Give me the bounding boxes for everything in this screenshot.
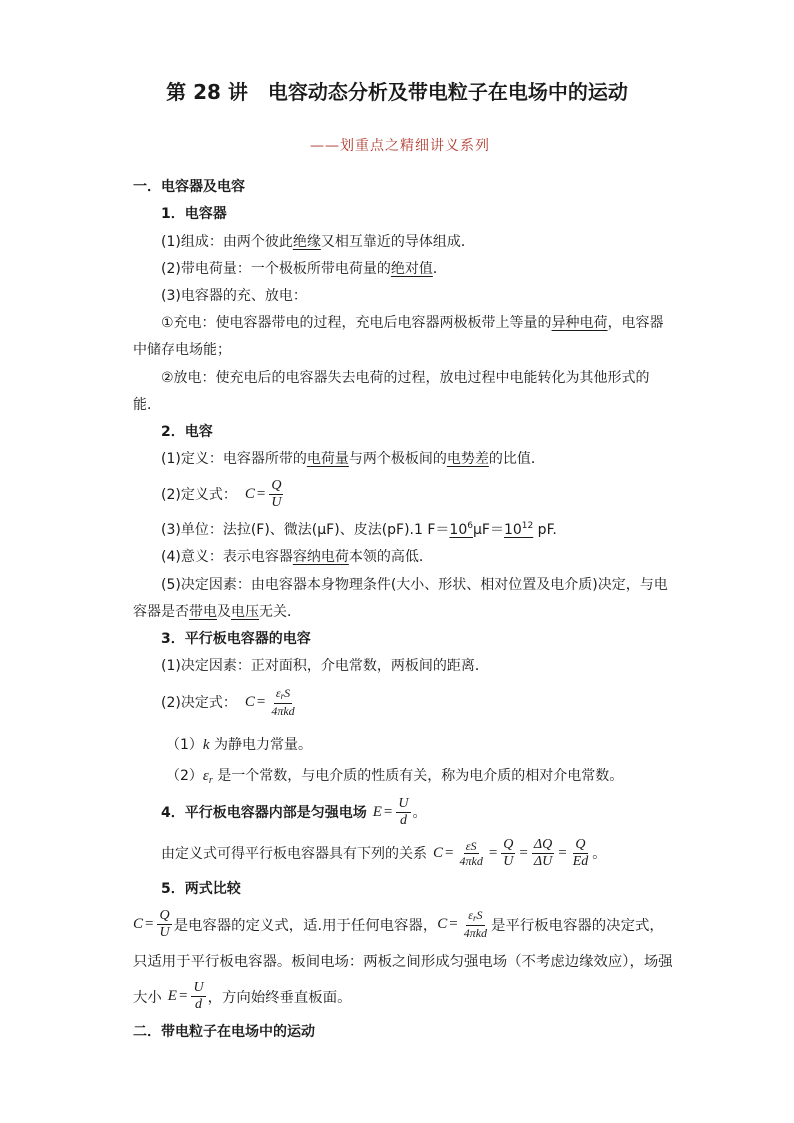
definition-line	[161, 449, 545, 469]
fraction-denominator: U	[271, 494, 282, 510]
comparison-line-3	[133, 980, 351, 1012]
underlined-term: 电势差	[446, 451, 489, 467]
comparison-line-2: 只适用于平行板电容器。板间电场：两板之间形成匀强电场（不考虑边缘效应），场强	[133, 954, 673, 970]
underlined-term: 绝对值	[390, 261, 433, 277]
fraction-numerator: U	[193, 979, 204, 995]
fraction	[157, 909, 171, 940]
text-segment: pF.	[533, 522, 557, 538]
fraction-numerator: U	[398, 795, 409, 811]
page-subtitle: ——划重点之精细讲义系列	[310, 138, 490, 154]
epsilon-symbol: ε	[468, 908, 473, 922]
fraction-numerator: Q	[575, 836, 586, 852]
text-segment: ，电容器	[607, 315, 664, 331]
fraction	[269, 479, 283, 510]
fraction-numerator: εS	[465, 838, 477, 853]
equals-sign: =	[449, 915, 458, 932]
formula-variable: C	[244, 485, 255, 502]
text-segment: 是一个常数，与电介质的性质有关，称为电介质的相对介电常数。	[212, 768, 624, 784]
underlined-power	[449, 522, 473, 538]
text-segment: 与两个极板间的	[348, 451, 447, 467]
equals-sign: =	[383, 803, 393, 820]
fraction	[532, 838, 554, 869]
equals-sign: =	[178, 987, 188, 1004]
parallel-factors-line: (1)决定因素：正对面积，介电常数，两板间的距离．	[161, 658, 489, 674]
equals-sign: =	[256, 485, 266, 502]
definition-formula-line	[161, 479, 285, 509]
fraction-numerator: Q	[503, 836, 514, 852]
relation-line	[161, 836, 606, 870]
area-symbol: S	[476, 908, 483, 922]
power-exponent: 12	[521, 521, 534, 531]
power-exponent: 6	[467, 521, 473, 531]
text-segment: 又相互靠近的导体组成．	[320, 234, 475, 250]
underlined-term: 电荷量	[306, 451, 349, 467]
text-segment: μF＝	[472, 522, 504, 538]
fraction-denominator: d	[195, 996, 202, 1012]
equals-sign: =	[558, 844, 567, 861]
underlined-term: 电压	[231, 604, 259, 620]
fraction-denominator: d	[399, 812, 407, 828]
fraction	[269, 687, 296, 717]
equals-sign: =	[488, 844, 498, 861]
charge-discharge-title: (3)电容器的充、放电：	[161, 288, 307, 304]
equals-sign: =	[145, 915, 154, 932]
formula-variable: C	[433, 844, 444, 861]
subscript: r	[472, 913, 477, 923]
formula-label: (2)定义式：	[161, 487, 237, 503]
formula-variable: E	[167, 987, 177, 1004]
fraction-denominator: U	[503, 853, 514, 869]
formula-variable: k	[202, 737, 210, 753]
text-segment: ，方向始终垂直板面。	[207, 989, 352, 1006]
formula-variable: C	[133, 915, 144, 932]
fraction-numerator: Q	[271, 477, 282, 493]
units-line	[161, 520, 557, 540]
section-heading-capacitor: 一．电容器及电容	[133, 179, 245, 195]
discharging-line: ②放电：使充电后的电容器失去电荷的过程，放电过程中电能转化为其他形式的	[161, 370, 650, 386]
fraction-denominator: ΔU	[533, 853, 553, 869]
text-segment: 。	[592, 846, 607, 862]
text-segment: 是电容器的定义式，适.用于任何电容器，	[173, 917, 438, 934]
underlined-term: 异种电荷	[551, 315, 608, 331]
text-segment: ①充电：使电容器带电的过程，充电后电容器两极板带上等量的	[161, 315, 552, 331]
text-segment: (3)单位：法拉(F)、微法(μF)、皮法(pF).1 F＝	[161, 522, 450, 538]
text-segment: ．	[432, 261, 447, 277]
text-segment: 无关．	[259, 604, 301, 620]
factors-line: (5)决定因素：由电容器本身物理条件(大小、形状、相对位置及电介质)决定，与电	[161, 577, 668, 593]
composition-line	[161, 232, 475, 252]
factors-line-cont	[133, 602, 301, 622]
text-segment: （1）	[166, 737, 203, 753]
fraction-denominator: 4πkd	[271, 704, 295, 718]
subsection-heading-capacitor: 1．电容器	[161, 206, 227, 222]
charge-amount-line	[161, 259, 447, 279]
power-base: 10	[449, 522, 468, 538]
epsilon-symbol: ε	[202, 768, 209, 784]
text-segment: (1)定义：电容器所带的	[161, 451, 307, 467]
equals-sign: =	[519, 844, 528, 861]
underlined-term: 绝缘	[292, 234, 321, 250]
discharging-line-cont: 能．	[133, 397, 161, 413]
comparison-line-1	[133, 907, 664, 941]
text-segment: 容器是否	[133, 604, 189, 620]
fraction	[191, 981, 205, 1012]
section-heading-charged-particle: 二．带电粒子在电场中的运动	[133, 1024, 315, 1040]
text-segment: (2)带电荷量：一个极板所带电荷量的	[161, 261, 391, 277]
text-segment: 大小	[133, 989, 162, 1006]
uniform-field-line	[161, 796, 427, 828]
fraction-denominator: Ed	[572, 853, 589, 869]
fraction-denominator: 4πkd	[459, 853, 483, 868]
subscript: r	[208, 775, 213, 786]
equals-sign: =	[445, 844, 454, 861]
meaning-line	[161, 547, 433, 567]
fraction-denominator: U	[159, 924, 170, 940]
fraction-numerator: Q	[159, 907, 170, 923]
fraction	[571, 838, 591, 869]
fraction-numerator	[466, 909, 484, 926]
underlined-power	[504, 522, 533, 538]
text-segment: (1)组成：由两个彼此	[161, 234, 293, 250]
text-segment: 为静电力常量。	[209, 737, 313, 753]
fraction	[501, 838, 515, 869]
text-segment: （2）	[166, 768, 203, 784]
note-epsilon-line	[166, 766, 623, 791]
equals-sign: =	[256, 693, 266, 710]
fraction-denominator: 4πkd	[463, 926, 488, 940]
fraction-numerator	[274, 687, 292, 704]
fraction	[462, 909, 489, 939]
fraction-numerator: ΔQ	[533, 836, 553, 852]
subsection-heading-uniform-field: 4．平行板电容器内部是匀强电场	[161, 805, 367, 821]
formula-variable: C	[437, 915, 448, 932]
determining-formula-line	[161, 686, 299, 718]
fraction	[396, 797, 410, 828]
charging-line-cont: 中储存电场能；	[133, 342, 231, 358]
text-segment: (4)意义：表示电容器	[161, 549, 293, 565]
text-segment: 是平行板电容器的决定式，	[491, 917, 664, 934]
power-base: 10	[503, 522, 522, 538]
formula-variable: C	[244, 693, 255, 710]
area-symbol: S	[284, 686, 291, 700]
underlined-term: 容纳电荷	[292, 549, 349, 565]
fraction	[457, 840, 484, 867]
epsilon-symbol: ε	[275, 686, 281, 700]
underlined-term: 带电	[189, 604, 217, 620]
text-segment: 由定义式可得平行板电容器具有下列的关系	[161, 846, 427, 862]
text-segment: 的比值．	[488, 451, 545, 467]
text-segment: 及	[217, 604, 231, 620]
subsection-heading-parallel-plate: 3．平行板电容器的电容	[161, 631, 311, 647]
text-segment: 。	[412, 805, 427, 821]
page-title: 第 28 讲 电容动态分析及带电粒子在电场中的运动	[166, 80, 628, 104]
charging-line	[161, 313, 664, 333]
subscript: r	[280, 691, 285, 701]
subsection-heading-comparison: 5．两式比较	[161, 881, 241, 897]
text-segment: 本领的高低．	[348, 549, 433, 565]
note-k-line	[166, 735, 312, 755]
formula-variable: E	[372, 803, 382, 820]
formula-label: (2)决定式：	[161, 695, 237, 711]
subsection-heading-capacitance: 2．电容	[161, 424, 213, 440]
